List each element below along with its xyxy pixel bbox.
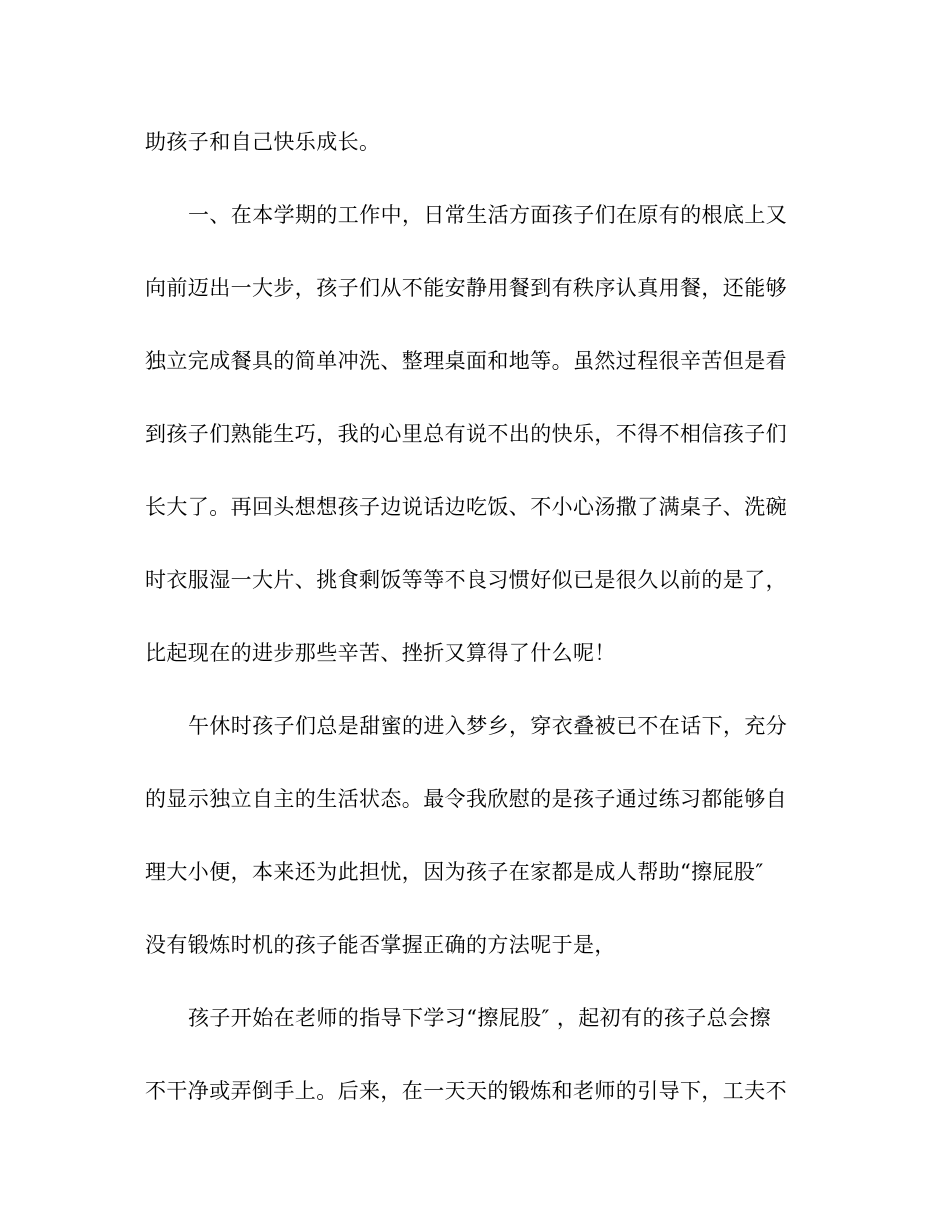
text-line: 长大了。再回头想想孩子边说话边吃饭、不小心汤撒了满桌子、洗碗 [145,495,787,519]
text-line: 不干净或弄倒手上。后来，在一天天的锻炼和老师的引导下，工夫不 [145,1079,787,1103]
text-line: 向前迈出一大步，孩子们从不能安静用餐到有秩序认真用餐，还能够 [145,276,787,300]
text-line: 时衣服湿一大片、挑食剩饭等等不良习惯好似已是很久以前的是了， [145,568,787,592]
text-line: 理大小便，本来还为此担忧，因为孩子在家都是成人帮助“擦屁股″ [145,860,764,884]
text-line: 到孩子们熟能生巧，我的心里总有说不出的快乐，不得不相信孩子们 [145,422,787,446]
paragraph-start-line: 一、在本学期的工作中，日常生活方面孩子们在原有的根底上又 [188,203,788,227]
text-line: 比起现在的进步那些辛苦、挫折又算得了什么呢！ [145,641,616,665]
text-line: 的显示独立自主的生活状态。最令我欣慰的是孩子通过练习都能够自 [145,787,787,811]
text-line: 助孩子和自己快乐成长。 [145,130,381,154]
paragraph-start-line: 孩子开始在老师的指导下学习“擦屁股″ ，起初有的孩子总会擦 [188,1006,771,1030]
text-line: 没有锻炼时机的孩子能否掌握正确的方法呢于是， [145,933,616,957]
text-line: 独立完成餐具的简单冲洗、整理桌面和地等。虽然过程很辛苦但是看 [145,349,787,373]
paragraph-start-line: 午休时孩子们总是甜蜜的进入梦乡，穿衣叠被已不在话下，充分 [188,714,788,738]
